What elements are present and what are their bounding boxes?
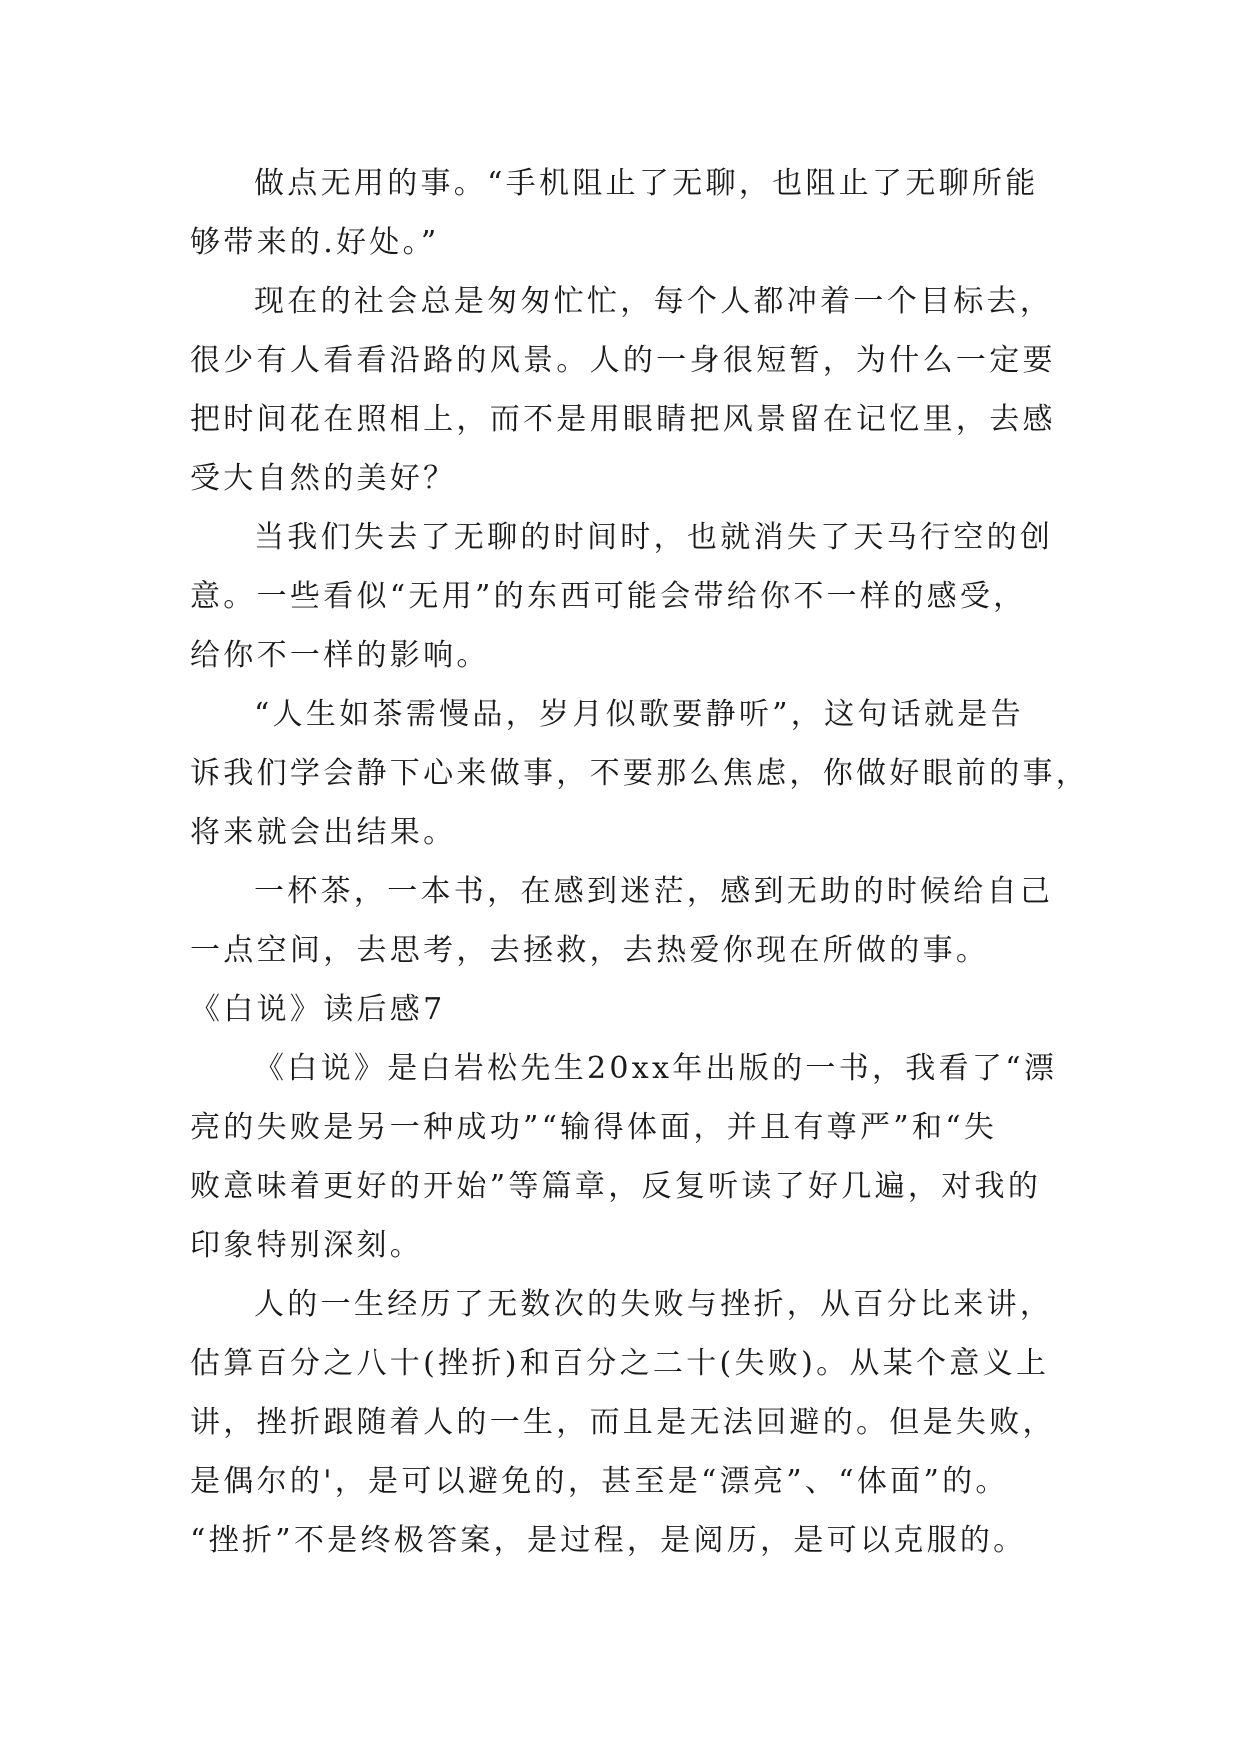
- paragraph-line: 人的一生经历了无数次的失败与挫折，从百分比来讲，: [254, 1287, 1054, 1322]
- paragraph-line: 是偶尔的'，是可以避免的，甚至是“漂亮”、“体面”的。: [190, 1464, 1009, 1499]
- paragraph-line: 败意味着更好的开始”等篇章，反复听读了好几遍，对我的: [190, 1169, 1042, 1204]
- section-heading: 《白说》读后感7: [190, 992, 446, 1027]
- paragraph-line: 一点空间，去思考，去拯救，去热爱你现在所做的事。: [190, 933, 990, 968]
- paragraph-line: 够带来的.好处。”: [190, 225, 440, 260]
- paragraph-line: 将来就会出结果。: [190, 815, 457, 850]
- paragraph-line: 估算百分之八十(挫折)和百分之二十(失败)。从某个意义上: [190, 1346, 1050, 1381]
- paragraph-line: 做点无用的事。“手机阻止了无聊，也阻止了无聊所能: [254, 166, 1039, 201]
- paragraph-line: 受大自然的美好？: [190, 461, 457, 496]
- paragraph-line: 印象特别深刻。: [190, 1228, 424, 1263]
- paragraph-line: “人生如茶需慢品，岁月似歌要静听”，这句话就是告: [254, 697, 1024, 732]
- paragraph-line: 亮的失败是另一种成功”“输得体面，并且有尊严”和“失: [190, 1110, 998, 1145]
- paragraph-line: 《白说》是白岩松先生20xx年出版的一书，我看了“漂: [254, 1051, 1058, 1086]
- paragraph-line: 给你不一样的影响。: [190, 638, 490, 673]
- paragraph-line: 意。一些看似“无用”的东西可能会带给你不一样的感受，: [190, 579, 1027, 614]
- paragraph-line: 把时间花在照相上，而不是用眼睛把风景留在记忆里，去感: [190, 402, 1056, 437]
- paragraph-line: 现在的社会总是匆匆忙忙，每个人都冲着一个目标去，: [254, 284, 1054, 319]
- paragraph-line: 讲，挫折跟随着人的一生，而且是无法回避的。但是失败，: [190, 1405, 1056, 1440]
- paragraph-line: 很少有人看看沿路的风景。人的一身很短暂，为什么一定要: [190, 343, 1056, 378]
- paragraph-line: 一杯茶，一本书，在感到迷茫，感到无助的时候给自己: [254, 874, 1054, 909]
- paragraph-line: 诉我们学会静下心来做事，不要那么焦虑，你做好眼前的事，: [190, 756, 1090, 791]
- paragraph-line: “挫折”不是终极答案，是过程，是阅历，是可以克服的。: [190, 1523, 1027, 1558]
- paragraph-line: 当我们失去了无聊的时间时，也就消失了天马行空的创: [254, 520, 1054, 555]
